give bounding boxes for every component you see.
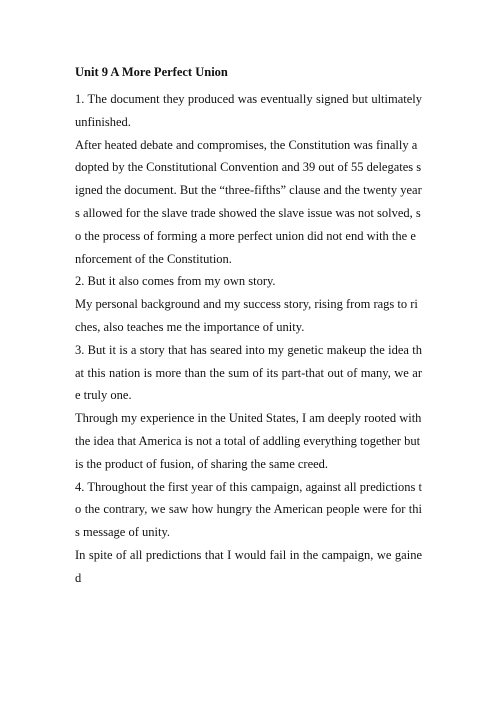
document-page — [75, 62, 422, 590]
paragraph-1-explanation: After heated debate and compromises, the Constitution was finally adopted by the Constitutional Convention and 39 out of 55 delegates signed the document. But the “three-fifths” clause and the twenty years allowed for the slave trade showed the slave issue was not solved, so the process of forming a more perfect union did not end with the enforcement of the Constitution. — [75, 137, 422, 266]
paragraph-3-quote: 3. But it is a story that has seared into my genetic makeup the idea that this nation is more than the sum of its part-that out of many, we are truly one. — [75, 342, 422, 403]
paragraph-2-explanation: My personal background and my success story, rising from rags to riches, also teaches me the importance of unity. — [75, 297, 418, 334]
paragraph-3-explanation: Through my experience in the United States, I am deeply rooted with the idea that America is not a total of addling everything together but is the product of fusion, of sharing the same creed. — [75, 411, 422, 471]
paragraph-4-explanation: In spite of all predictions that I would fail in the campaign, we gained — [75, 547, 422, 585]
paragraph-1-quote: 1. The document they produced was eventually signed but ultimately unfinished. — [75, 92, 422, 129]
document-title: Unit 9 A More Perfect Union — [75, 65, 228, 79]
paragraph-4-quote: 4. Throughout the first year of this campaign, against all predictions to the contrary, we saw how hungry the American people were for this message of unity. — [75, 479, 422, 540]
paragraph-2-quote: 2. But it also comes from my own story. — [75, 274, 276, 289]
